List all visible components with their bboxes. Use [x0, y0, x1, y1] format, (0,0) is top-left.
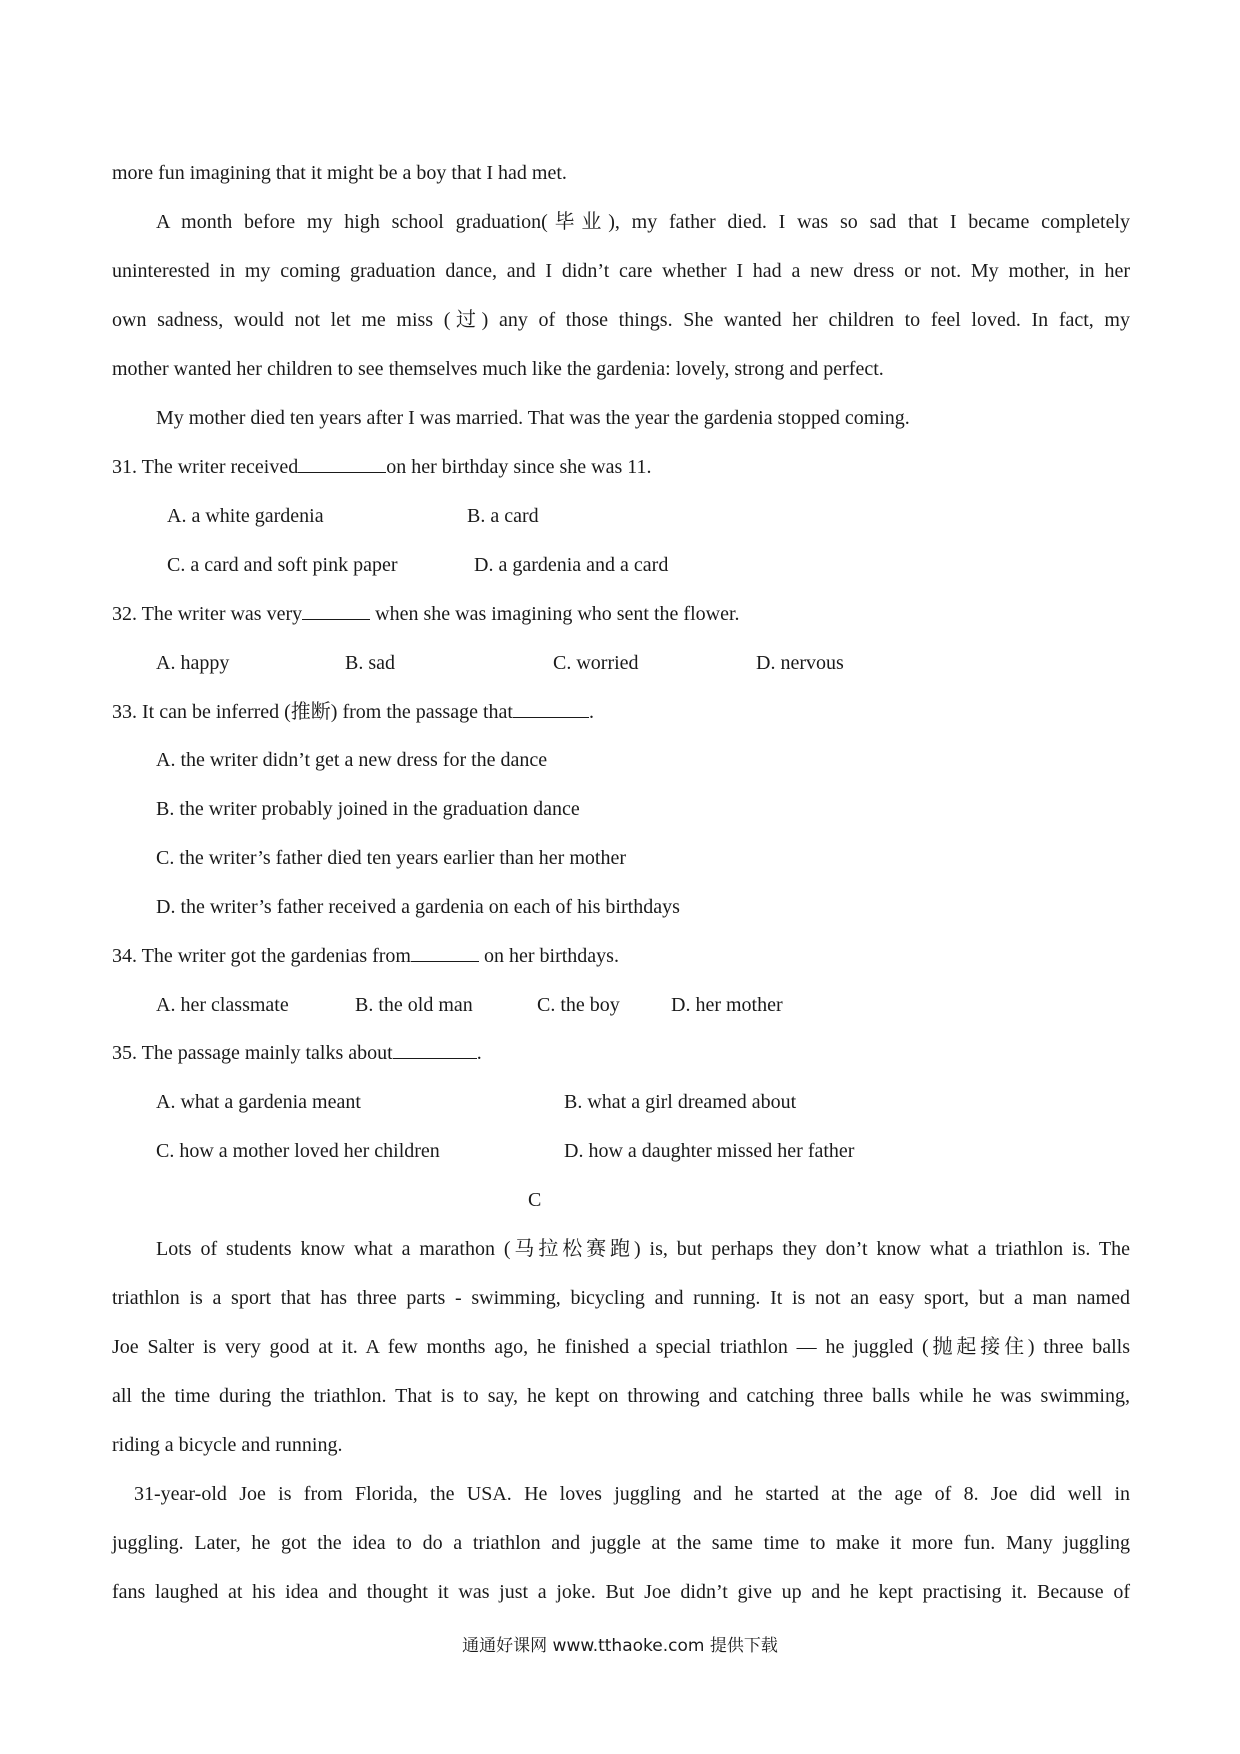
answer-blank [302, 601, 370, 620]
paragraph-line: fans laughed at his idea and thought it was just a joke. But Joe didn’t give up and he kept practising it. Because of [112, 1581, 1130, 1603]
page-footer: 通通好课网 www.tthaoke.com 提供下载 [462, 1636, 778, 1656]
question-stem [112, 601, 740, 627]
option-b: B. what a girl dreamed about [564, 1091, 797, 1113]
question-text: 35. The passage mainly talks about [112, 1042, 393, 1064]
paragraph-line: A month before my high school graduation(毕业), my father died. I was so sad that I became completely [156, 211, 1130, 233]
option-c: C. how a mother loved her children [156, 1140, 440, 1162]
paragraph-line: My mother died ten years after I was married. That was the year the gardenia stopped coming. [156, 407, 910, 429]
option-a: A. what a gardenia meant [156, 1091, 361, 1113]
answer-blank [513, 699, 589, 718]
option-c: C. the writer’s father died ten years earlier than her mother [156, 847, 626, 869]
paragraph-line: mother wanted her children to see themselves much like the gardenia: lovely, strong and perfect. [112, 358, 884, 380]
question-stem [112, 454, 652, 480]
question-text: . [476, 1042, 482, 1064]
option-d: D. nervous [756, 652, 844, 674]
answer-blank [411, 943, 479, 962]
paragraph-line: uninterested in my coming graduation dance, and I didn’t care whether I had a new dress or not. My mother, in her [112, 260, 1130, 282]
question-text: 33. It can be inferred (推断) from the passage that [112, 701, 513, 723]
option-a: A. a white gardenia [167, 505, 324, 527]
question-stem [112, 1040, 482, 1066]
option-d: D. the writer’s father received a gardenia on each of his birthdays [156, 896, 680, 918]
paragraph-line: more fun imagining that it might be a boy that I had met. [112, 162, 567, 184]
paragraph-line: triathlon is a sport that has three parts - swimming, bicycling and running. It is not an easy sport, but a man named [112, 1287, 1130, 1309]
question-text: on her birthdays. [478, 945, 619, 967]
option-d: D. her mother [671, 994, 783, 1016]
paragraph-line: Lots of students know what a marathon (马拉松赛跑) is, but perhaps they don’t know what a triathlon is. The [156, 1238, 1130, 1260]
paragraph-line: own sadness, would not let me miss (过) any of those things. She wanted her children to feel loved. In fact, my [112, 309, 1130, 331]
question-text: 32. The writer was very [112, 603, 303, 625]
paragraph-line: Joe Salter is very good at it. A few months ago, he finished a special triathlon — he juggled (抛起接住) three balls [112, 1336, 1130, 1358]
question-text: . [588, 701, 594, 723]
answer-blank [393, 1040, 477, 1059]
question-stem [112, 699, 594, 725]
question-text: 34. The writer got the gardenias from [112, 945, 411, 967]
paragraph-line: all the time during the triathlon. That is to say, he kept on throwing and catching three balls while he was swimming, [112, 1385, 1130, 1407]
question-text: on her birthday since she was 11. [386, 456, 652, 478]
question-stem [112, 943, 619, 969]
section-heading: C [528, 1189, 542, 1211]
option-c: C. worried [553, 652, 639, 674]
paragraph-line: 31-year-old Joe is from Florida, the USA. He loves juggling and he started at the age of 8. Joe did well in [134, 1483, 1130, 1505]
question-text: when she was imagining who sent the flower. [370, 603, 740, 625]
paragraph-line: juggling. Later, he got the idea to do a triathlon and juggle at the same time to make it more fun. Many juggling [112, 1532, 1130, 1554]
option-c: C. a card and soft pink paper [167, 554, 398, 576]
option-b: B. the writer probably joined in the graduation dance [156, 798, 580, 820]
paragraph-line: riding a bicycle and running. [112, 1434, 343, 1456]
option-a: A. her classmate [156, 994, 289, 1016]
option-c: C. the boy [537, 994, 620, 1016]
option-d: D. a gardenia and a card [474, 554, 669, 576]
option-b: B. the old man [355, 994, 473, 1016]
question-text: 31. The writer received [112, 456, 299, 478]
option-b: B. a card [467, 505, 539, 527]
option-a: A. the writer didn’t get a new dress for the dance [156, 749, 548, 771]
option-d: D. how a daughter missed her father [564, 1140, 855, 1162]
answer-blank [298, 454, 386, 473]
option-a: A. happy [156, 652, 230, 674]
option-b: B. sad [345, 652, 395, 674]
